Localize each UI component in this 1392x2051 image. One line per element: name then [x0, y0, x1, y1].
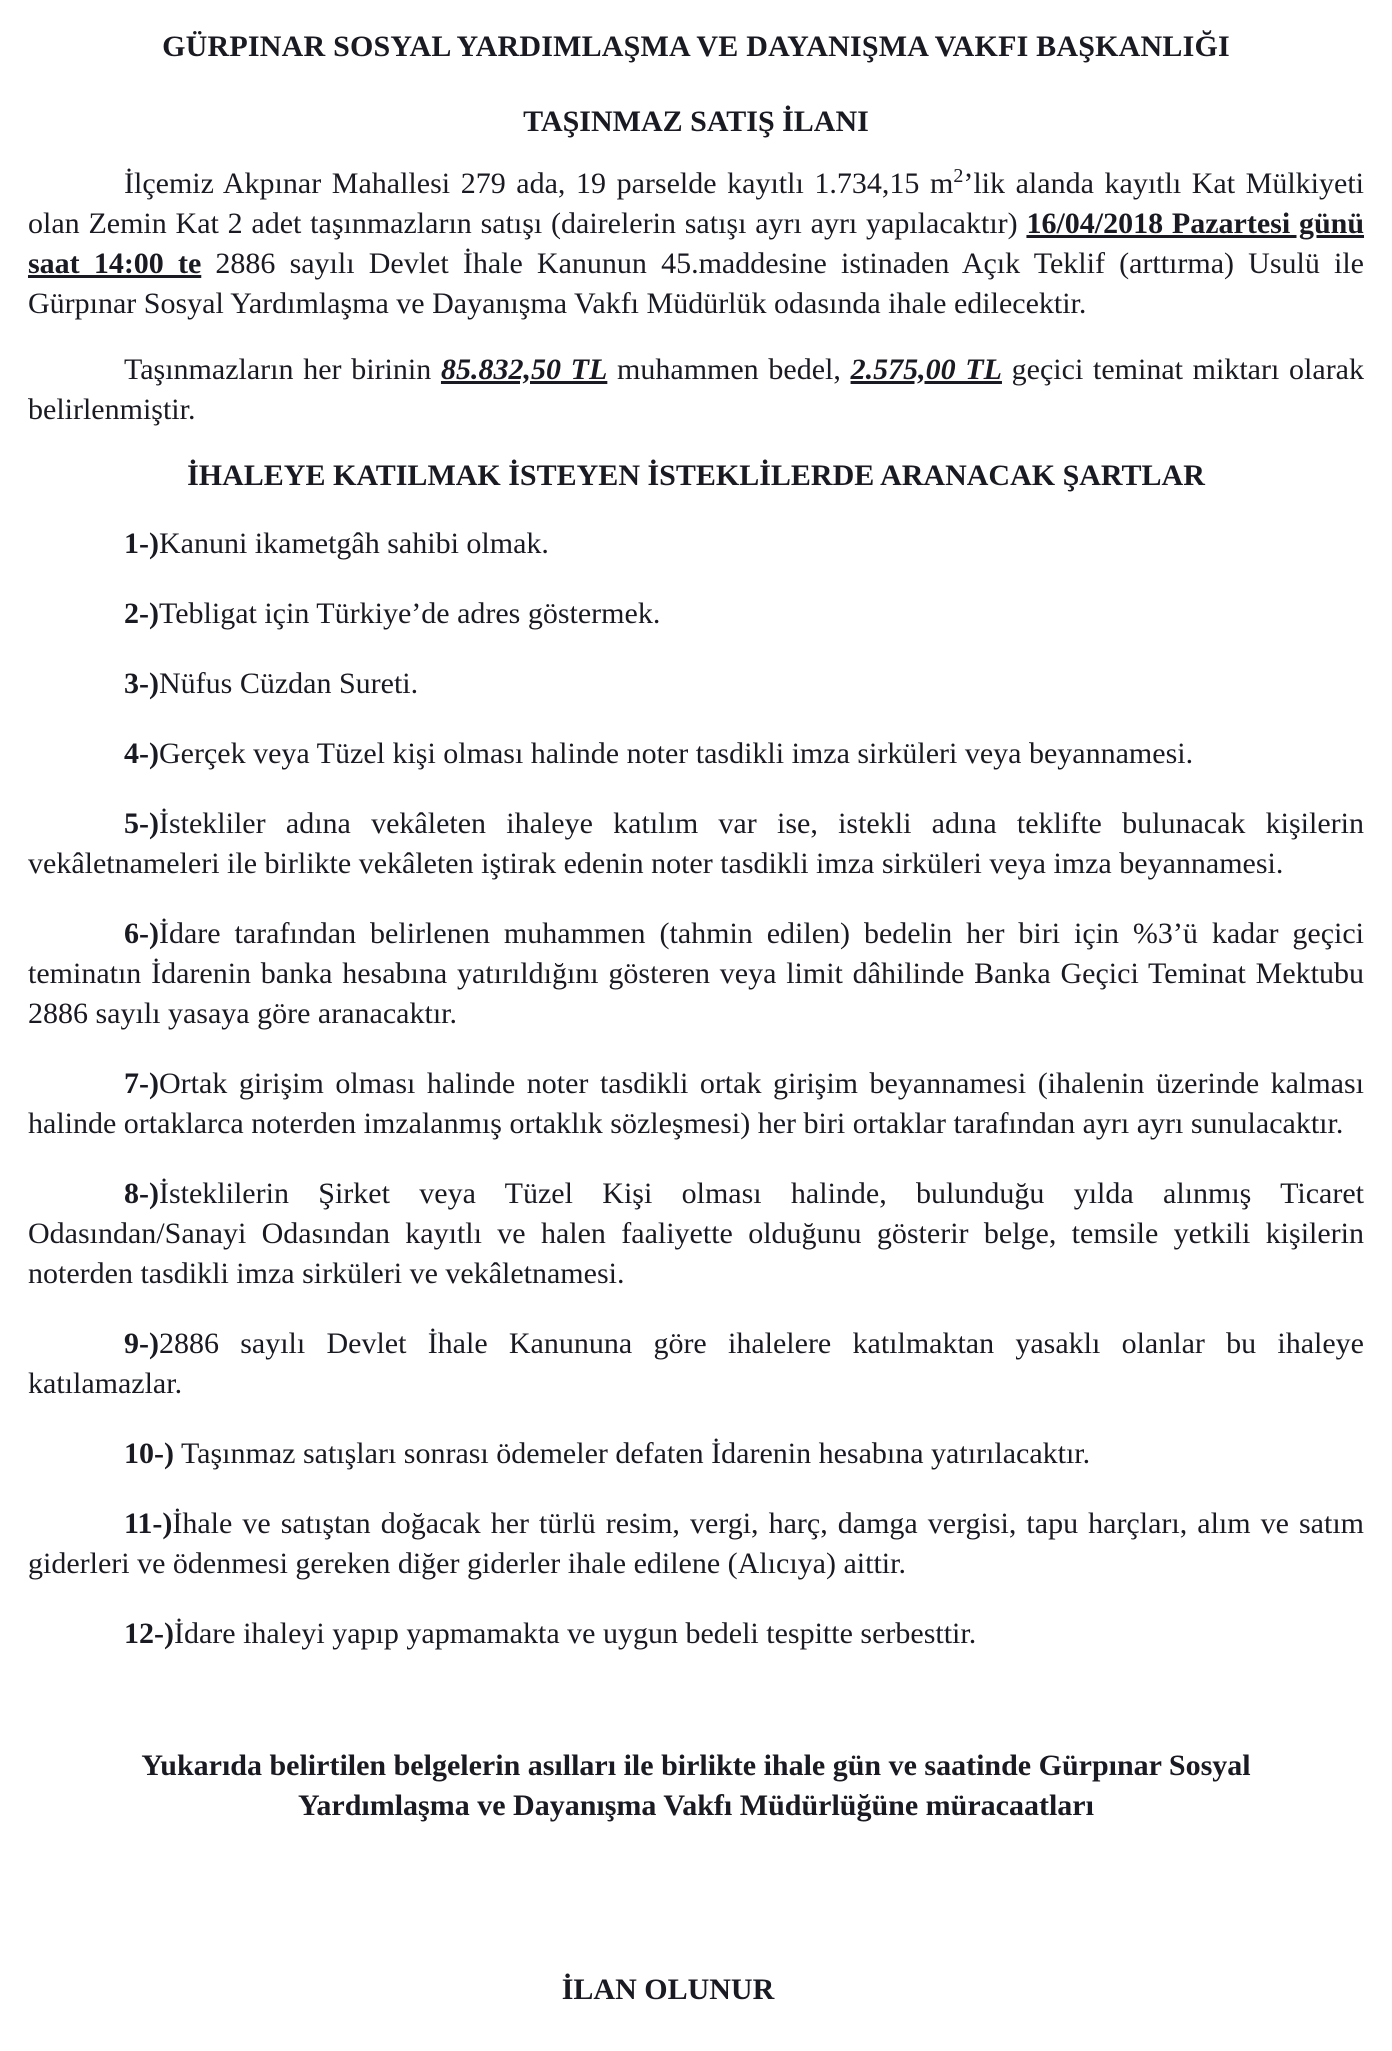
requirement-text: İsteklilerin Şirket veya Tüzel Kişi olması halinde, bulunduğu yılda alınmış Ticaret Odasından/Sanayi Odasından kayıtlı ve halen faaliyette olduğunu gösterir belge, temsile yetkili kişilerin noterden tasdikli imza sirküleri ve vekâletnamesi. [28, 1177, 1364, 1290]
closing-statement [68, 1746, 1324, 1826]
intro-text-2: ’lik alanda kayıtlı Kat Mülkiyeti olan Zemin Kat 2 adet taşınmazların satışı (dairelerin satışı ayrı ayrı yapılacaktır) [28, 167, 1364, 240]
requirement-number: 3-) [124, 667, 159, 700]
requirement-item [28, 1614, 1364, 1654]
requirement-number: 8-) [124, 1177, 159, 1210]
requirement-number: 7-) [124, 1067, 159, 1100]
announcement-footer: İLAN OLUNUR [561, 1973, 775, 2006]
requirement-item [28, 1434, 1364, 1474]
requirement-text: İdare ihaleyi yapıp yapmamakta ve uygun bedeli tespitte serbesttir. [173, 1617, 977, 1650]
requirement-text: Gerçek veya Tüzel kişi olması halinde noter tasdikli imza sirküleri veya beyannamesi. [158, 737, 1194, 770]
pricing-paragraph [28, 350, 1364, 430]
requirement-text: 2886 sayılı Devlet İhale Kanununa göre ihalelere katılmaktan yasaklı olanlar bu ihaleye katılamazlar. [28, 1327, 1364, 1400]
requirement-number: 11-) [124, 1507, 173, 1540]
requirement-number: 10-) [124, 1437, 174, 1470]
estimated-value: 85.832,50 TL [440, 353, 608, 386]
pricing-text-2: muhammen bedel, [607, 353, 851, 386]
requirement-text: Kanuni ikametgâh sahibi olmak. [158, 527, 549, 560]
deposit-amount: 2.575,00 TL [850, 353, 1002, 386]
requirements-list [28, 524, 1364, 1654]
requirement-text: Taşınmaz satışları sonrası ödemeler defaten İdarenin hesabına yatırılacaktır. [173, 1437, 1091, 1470]
intro-superscript: 2 [953, 165, 964, 187]
requirement-number: 1-) [124, 527, 159, 560]
requirement-item [28, 1504, 1364, 1584]
requirement-number: 9-) [124, 1327, 159, 1360]
document-title: TAŞINMAZ SATIŞ İLANI [523, 105, 869, 138]
requirement-item [28, 1174, 1364, 1294]
intro-paragraph [28, 164, 1364, 324]
requirement-number: 12-) [124, 1617, 174, 1650]
requirement-item [28, 804, 1364, 884]
requirement-number: 6-) [124, 917, 159, 950]
organization-title: GÜRPINAR SOSYAL YARDIMLAŞMA VE DAYANIŞMA VAKFI BAŞKANLIĞI [162, 30, 1230, 63]
tender-date-time: 16/04/2018 Pazartesi günü saat 14:00 te [28, 207, 1365, 280]
requirements-title: İHALEYE KATILMAK İSTEYEN İSTEKLİLERDE ARANACAK ŞARTLAR [187, 459, 1205, 492]
requirement-number: 2-) [124, 597, 159, 630]
pricing-text-1: Taşınmazların her birinin [124, 353, 441, 386]
pricing-text-3: geçici teminat miktarı olarak belirlenmiştir. [28, 353, 1364, 426]
requirement-number: 5-) [124, 807, 159, 840]
requirement-item [28, 594, 1364, 634]
requirement-item [28, 914, 1364, 1034]
closing-line-2: Yardımlaşma ve Dayanışma Vakfı Müdürlüğüne müracaatları [298, 1789, 1094, 1822]
requirement-text: Tebligat için Türkiye’de adres göstermek. [158, 597, 661, 630]
requirement-text: İhale ve satıştan doğacak her türlü resim, vergi, harç, damga vergisi, tapu harçları, alım ve satım giderleri ve ödenmesi gereken diğer giderler ihale edilene (Alıcıya) aittir. [28, 1507, 1364, 1580]
requirement-item [28, 664, 1364, 704]
requirement-item [28, 1064, 1364, 1144]
intro-text-3: 2886 sayılı Devlet İhale Kanunun 45.maddesine istinaden Açık Teklif (arttırma) Usulü ile Gürpınar Sosyal Yardımlaşma ve Dayanışma Vakfı Müdürlük odasında ihale edilecektir. [28, 247, 1364, 320]
announcement-page [28, 22, 1364, 1826]
requirement-item [28, 1324, 1364, 1404]
requirement-number: 4-) [124, 737, 159, 770]
requirement-text: Ortak girişim olması halinde noter tasdikli ortak girişim beyannamesi (ihalenin üzerinde kalması halinde ortaklarca noterden imzalanmış ortaklık sözleşmesi) her biri ortaklar tarafından ayrı ayrı sunulacaktır. [28, 1067, 1364, 1140]
requirement-text: İstekliler adına vekâleten ihaleye katılım var ise, istekli adına teklifte bulunacak kişilerin vekâletnameleri ile birlikte vekâleten iştirak edenin noter tasdikli imza sirküleri veya imza beyannamesi. [28, 807, 1364, 880]
requirement-item [28, 524, 1364, 564]
closing-line-1: Yukarıda belirtilen belgelerin asılları ile birlikte ihale gün ve saatinde Gürpınar Sosyal [141, 1749, 1251, 1782]
requirement-text: İdare tarafından belirlenen muhammen (tahmin edilen) bedelin her biri için %3’ü kadar geçici teminatın İdarenin banka hesabına yatırıldığını gösteren veya limit dâhilinde Banka Geçici Teminat Mektubu 2886 sayılı yasaya göre aranacaktır. [28, 917, 1364, 1030]
requirement-text: Nüfus Cüzdan Sureti. [158, 667, 419, 700]
intro-text-1: İlçemiz Akpınar Mahallesi 279 ada, 19 parselde kayıtlı 1.734,15 m [124, 167, 954, 200]
requirement-item [28, 734, 1364, 774]
